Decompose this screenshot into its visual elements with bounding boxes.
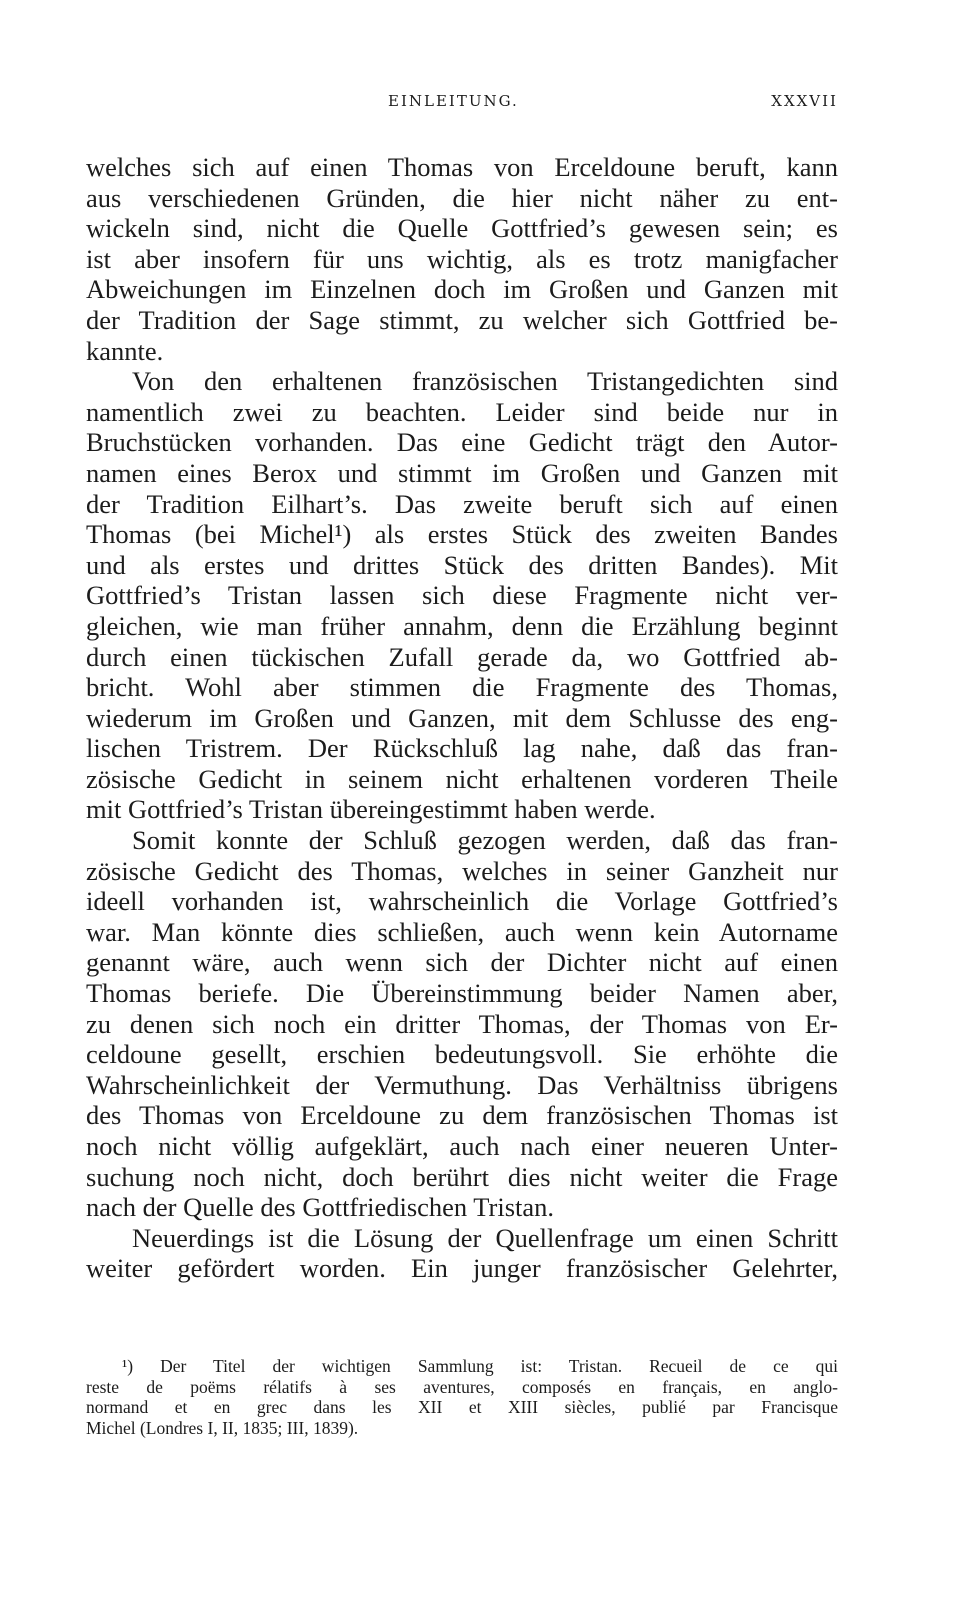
text-line: namentlich zwei zu beachten. Leider sind beide nur in (86, 396, 838, 427)
footnote-line: reste de poëms rélatifs à ses aventures, composés en français, en anglo- (86, 1376, 838, 1397)
text-line: der Tradition der Sage stimmt, zu welcher sich Gottfried be- (86, 304, 838, 335)
text-line: zu denen sich noch ein dritter Thomas, der Thomas von Er- (86, 1008, 838, 1039)
text-line: suchung noch nicht, doch berührt dies nicht weiter die Frage (86, 1161, 838, 1192)
main-text (86, 152, 838, 1284)
text-line: lischen Tristrem. Der Rückschluß lag nahe, daß das fran- (86, 733, 838, 764)
footnote-block (86, 1356, 838, 1438)
footnote-line: Michel (Londres I, II, 1835; III, 1839). (86, 1417, 359, 1438)
text-line: der Tradition Eilhart’s. Das zweite beruft sich auf einen (86, 488, 838, 519)
text-line: Von den erhaltenen französischen Tristangedichten sind (132, 366, 838, 397)
text-line: wickeln sind, nicht die Quelle Gottfried’s gewesen sein; es (86, 213, 838, 244)
text-line: zösische Gedicht in seinem nicht erhaltenen vorderen Theile (86, 763, 838, 794)
text-line: Abweichungen im Einzelnen doch im Großen und Ganzen mit (86, 274, 838, 305)
running-title: EINLEITUNG. (388, 92, 519, 110)
text-line: gleichen, wie man früher annahm, denn die Erzählung beginnt (86, 610, 838, 641)
text-line: welches sich auf einen Thomas von Erceldoune beruft, kann (86, 152, 838, 182)
text-line: celdoune gesellt, erschien bedeutungsvoll. Sie erhöhte die (86, 1039, 838, 1070)
text-line: aus verschiedenen Gründen, die hier nicht näher zu ent- (86, 182, 838, 213)
running-header (86, 92, 838, 120)
text-line: ist aber insofern für uns wichtig, als es trotz manigfacher (86, 243, 838, 274)
text-line: weiter gefördert worden. Ein junger französischer Gelehrter, (86, 1253, 838, 1284)
text-line: mit Gottfried’s Tristan übereingestimmt haben werde. (86, 794, 656, 825)
text-line: durch einen tückischen Zufall gerade da, wo Gottfried ab- (86, 641, 838, 672)
text-line: wiederum im Großen und Ganzen, mit dem Schlusse des eng- (86, 702, 838, 733)
text-line: namen eines Berox und stimmt im Großen und Ganzen mit (86, 457, 838, 488)
text-line: Somit konnte der Schluß gezogen werden, daß das fran- (132, 825, 838, 856)
text-line: war. Man könnte dies schließen, auch wenn kein Autorname (86, 916, 838, 947)
text-line: Wahrscheinlichkeit der Vermuthung. Das Verhältniss übrigens (86, 1069, 838, 1100)
page-number: XXXVII (771, 92, 838, 110)
text-line: und als erstes und drittes Stück des dritten Bandes). Mit (86, 549, 838, 580)
text-line: Thomas beriefe. Die Übereinstimmung beider Namen aber, (86, 978, 838, 1009)
text-line: ideell vorhanden ist, wahrscheinlich die Vorlage Gottfried’s (86, 886, 838, 917)
text-line: Gottfried’s Tristan lassen sich diese Fragmente nicht ver- (86, 580, 838, 611)
text-line: noch nicht völlig aufgeklärt, auch nach einer neueren Unter- (86, 1131, 838, 1161)
text-line: nach der Quelle des Gottfriedischen Tristan. (86, 1192, 555, 1223)
text-line: Bruchstücken vorhanden. Das eine Gedicht trägt den Autor- (86, 427, 838, 458)
footnote-line: normand et en grec dans les XII et XIII siècles, publié par Francisque (86, 1397, 838, 1417)
text-line: Neuerdings ist die Lösung der Quellenfrage um einen Schritt (132, 1222, 838, 1253)
text-line: zösische Gedicht des Thomas, welches in seiner Ganzheit nur (86, 855, 838, 886)
text-line: genannt wäre, auch wenn sich der Dichter nicht auf einen (86, 947, 838, 978)
text-line: Thomas (bei Michel¹) als erstes Stück des zweiten Bandes (86, 519, 838, 550)
text-line: kannte. (86, 335, 164, 366)
text-line: bricht. Wohl aber stimmen die Fragmente des Thomas, (86, 672, 838, 703)
text-line: des Thomas von Erceldoune zu dem französischen Thomas ist (86, 1100, 838, 1131)
footnote-line: ¹) Der Titel der wichtigen Sammlung ist: Tristan. Recueil de ce qui (122, 1356, 838, 1376)
